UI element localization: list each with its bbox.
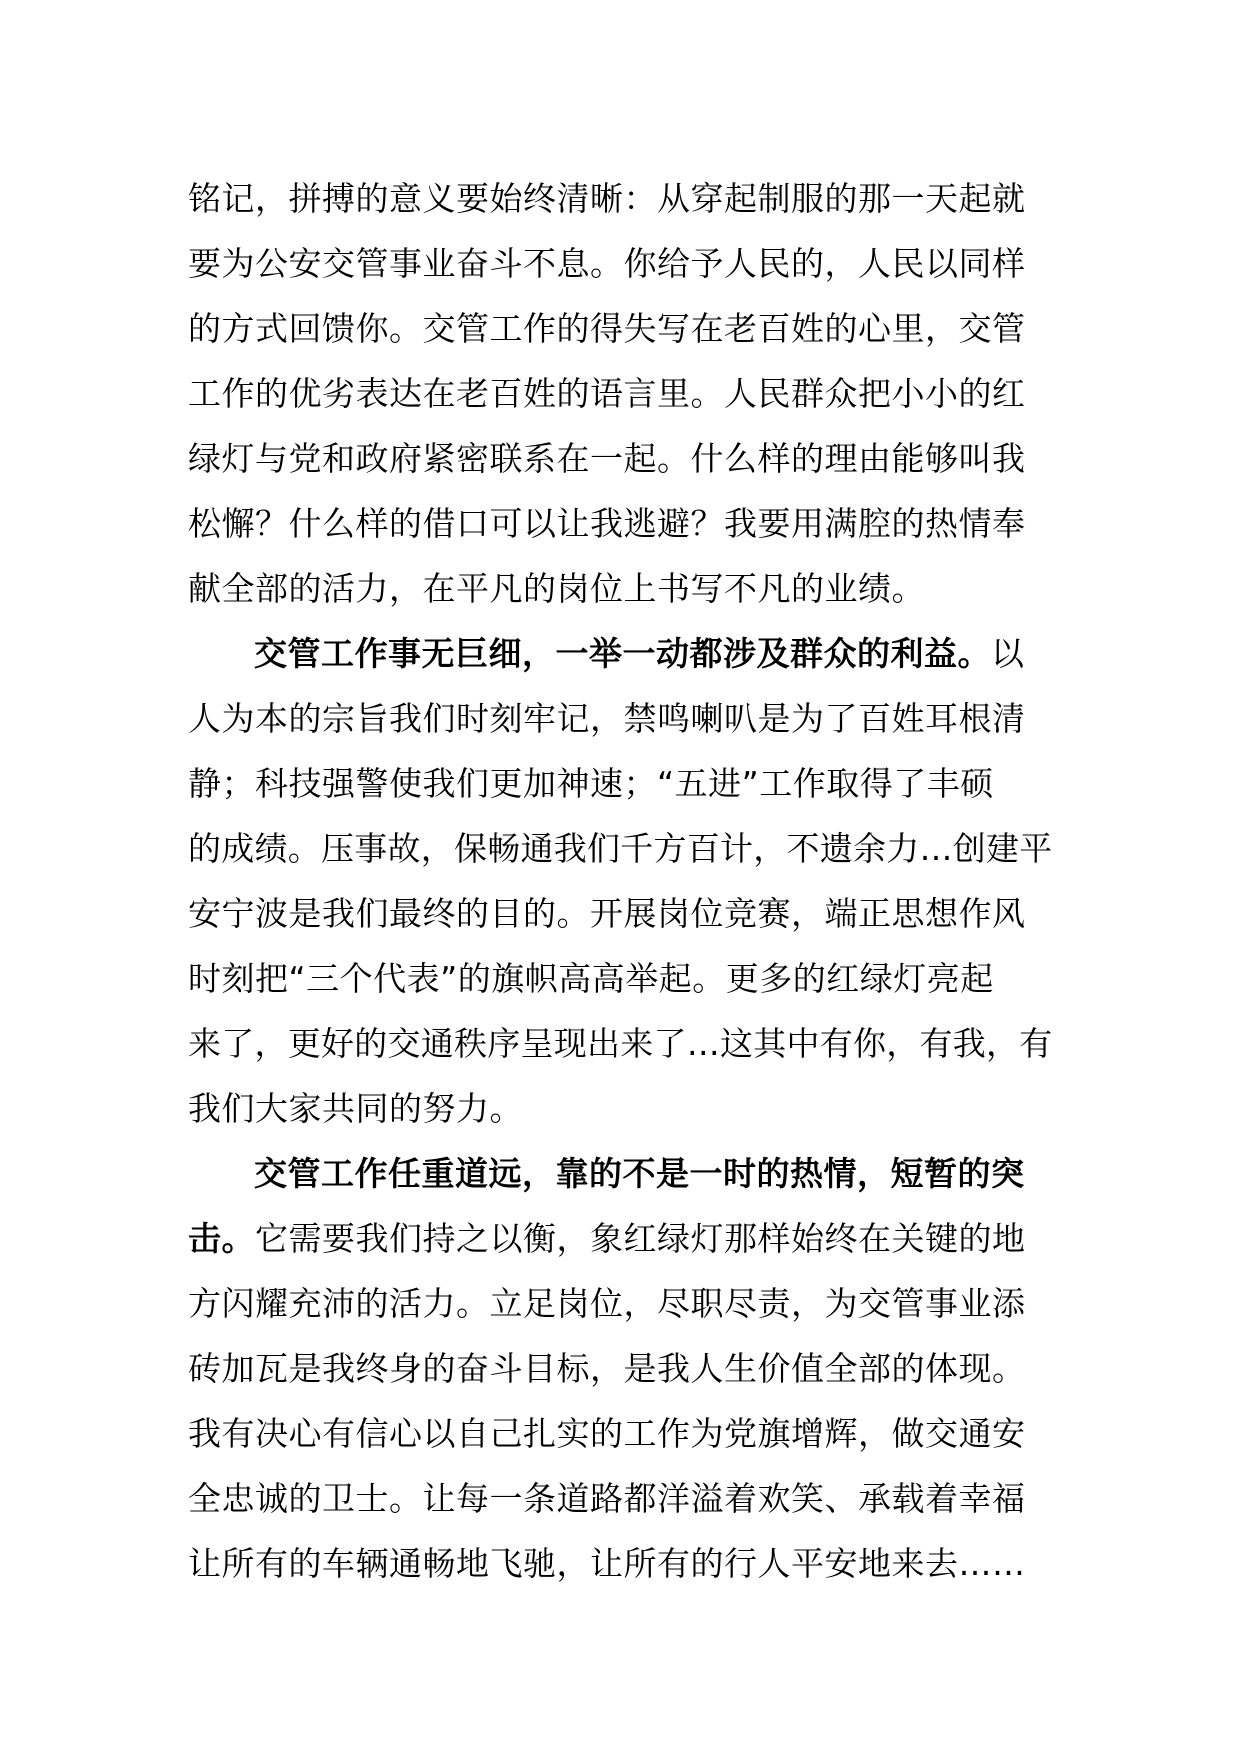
text-line: 全忠诚的卫士。让每一条道路都洋溢着欢笑、承载着幸福 [188, 1479, 1026, 1518]
text-line: 静；科技强警使我们更加神速；“五进”工作取得了丰硕 [188, 764, 994, 803]
text-line: 的方式回馈你。交管工作的得失写在老百姓的心里，交管 [188, 309, 1026, 348]
text-line: 人为本的宗旨我们时刻牢记，禁鸣喇叭是为了百姓耳根清 [188, 699, 1026, 738]
paragraph-1 [188, 166, 1056, 621]
text-line: 献全部的活力，在平凡的岗位上书写不凡的业绩。 [188, 569, 925, 608]
text-line [188, 1141, 1056, 1206]
text-line: 工作的优劣表达在老百姓的语言里。人民群众把小小的红 [188, 374, 1026, 413]
text-line: 我们大家共同的努力。 [188, 1089, 523, 1128]
text-line: 砖加瓦是我终身的奋斗目标，是我人生价值全部的体现。 [188, 1349, 1026, 1388]
text-line: 铭记，拼搏的意义要始终清晰：从穿起制服的那一天起就 [188, 179, 1026, 218]
text-line: 击。它需要我们持之以衡，象红绿灯那样始终在关键的地 [188, 1219, 1026, 1258]
text-line: 来了，更好的交通秩序呈现出来了…这其中有你，有我，有 [188, 1024, 1053, 1063]
text-line: 松懈？什么样的借口可以让我逃避？我要用满腔的热情奉 [188, 504, 1026, 543]
text-line: 的成绩。压事故，保畅通我们千方百计，不遗余力…创建平 [188, 829, 1053, 868]
text-line: 交管工作事无巨细，一举一动都涉及群众的利益。以 [254, 634, 1025, 673]
bold-lead-sentence: 交管工作事无巨细，一举一动都涉及群众的利益。 [254, 634, 991, 673]
text-line: 时刻把“三个代表”的旗帜高高举起。更多的红绿灯亮起 [188, 959, 994, 998]
paragraph-2 [188, 621, 1056, 1141]
text-line: 让所有的车辆通畅地飞驰，让所有的行人平安地来去…… [188, 1544, 1026, 1583]
text-line: 要为公安交管事业奋斗不息。你给予人民的，人民以同样 [188, 244, 1026, 283]
text-line: 绿灯与党和政府紧密联系在一起。什么样的理由能够叫我 [188, 439, 1026, 478]
paragraph-3 [188, 1141, 1056, 1596]
text-line: 方闪耀充沛的活力。立足岗位，尽职尽责，为交管事业添 [188, 1284, 1026, 1323]
text-line: 安宁波是我们最终的目的。开展岗位竞赛，端正思想作风 [188, 894, 1026, 933]
text-line: 我有决心有信心以自己扎实的工作为党旗增辉，做交通安 [188, 1414, 1026, 1453]
bold-lead-sentence: 交管工作任重道远，靠的不是一时的热情，短暂的突 [254, 1154, 1025, 1193]
bold-lead-sentence-end: 击。 [188, 1219, 255, 1258]
document-body [188, 166, 1056, 1596]
